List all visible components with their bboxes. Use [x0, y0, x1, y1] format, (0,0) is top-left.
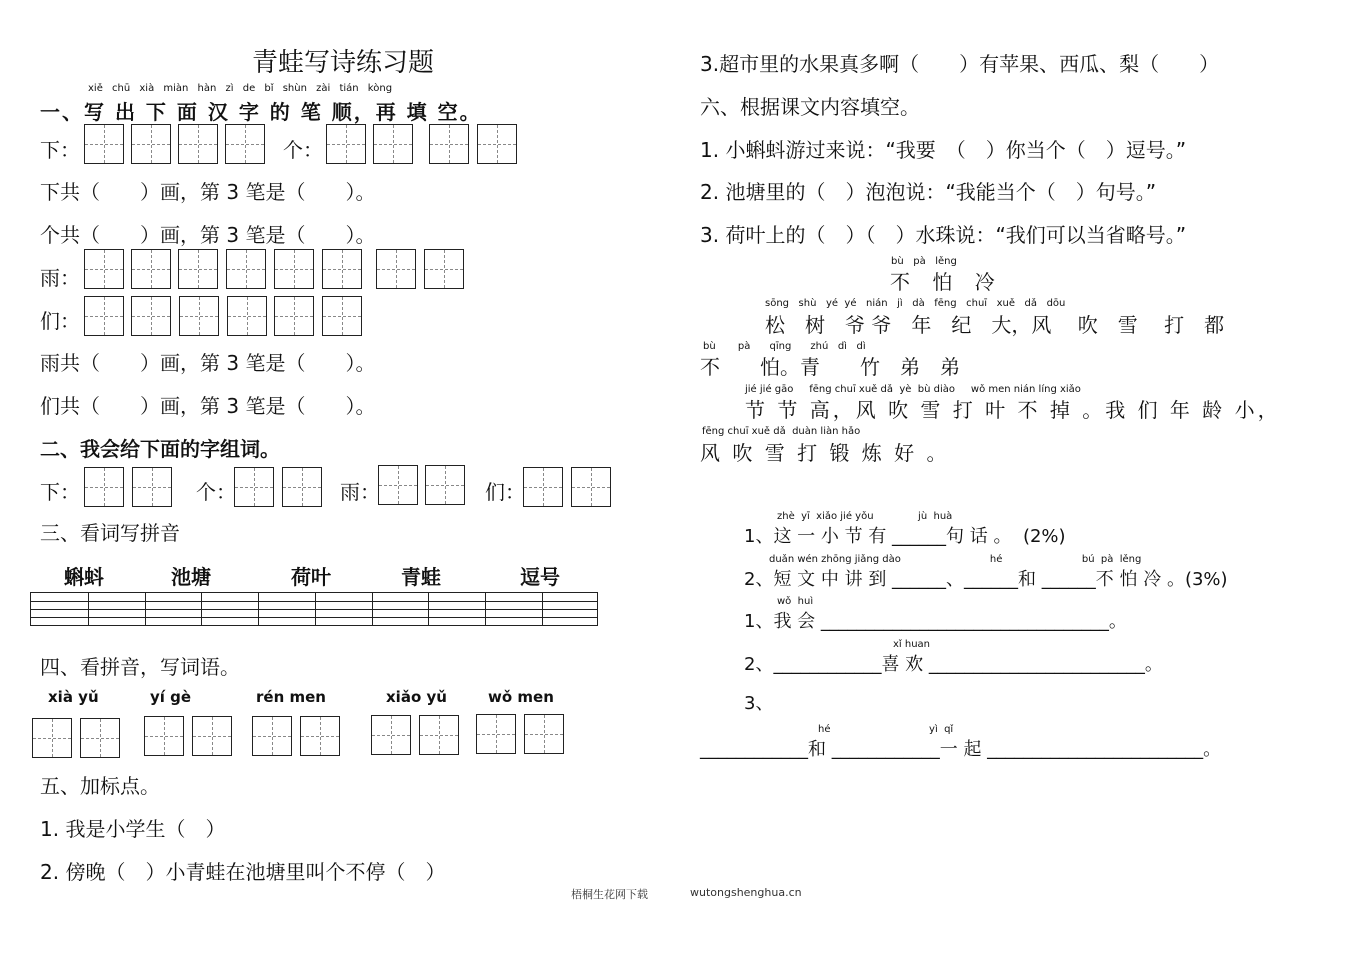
ge-label: 个： — [283, 138, 323, 162]
writing-box[interactable] — [477, 124, 517, 164]
writing-box[interactable] — [192, 716, 232, 756]
men-label: 们： — [40, 309, 80, 333]
section-1-heading: 一、写 出 下 面 汉 字 的 笔 顺，再 填 空。 — [40, 100, 482, 124]
writing-box[interactable] — [84, 249, 124, 289]
poem-line-4-pinyin: fēng chuī xuě dǎ duàn liàn hǎo — [702, 426, 861, 437]
s4-pinyin: xià yǔ — [48, 688, 99, 706]
writing-box[interactable] — [132, 467, 172, 507]
writing-box[interactable] — [84, 296, 124, 336]
yu-question: 雨共（ ）画，第 3 笔是（ ）。 — [40, 351, 376, 375]
section-6-heading: 六、根据课文内容填空。 — [700, 95, 920, 119]
writing-box[interactable] — [178, 249, 218, 289]
s5-question-3: 3.超市里的水果真多啊（ ）有苹果、西瓜、梨（ ） — [700, 52, 1220, 76]
s3-word: 荷叶 — [291, 565, 331, 589]
writing-box[interactable] — [32, 718, 72, 758]
s6-question-1: 1. 小蝌蚪游过来说：“我要 （ ）你当个（ ）逗号。” — [700, 138, 1187, 162]
section-5-heading: 五、加标点。 — [40, 774, 160, 798]
writing-box[interactable] — [84, 467, 124, 507]
writing-box[interactable] — [282, 467, 322, 507]
footer-site-url[interactable]: wutongshenghua.cn — [690, 886, 802, 899]
writing-box[interactable] — [226, 249, 266, 289]
writing-box[interactable] — [131, 249, 171, 289]
yu-label: 雨： — [40, 266, 80, 290]
writing-box[interactable] — [274, 296, 314, 336]
writing-box[interactable] — [252, 716, 292, 756]
s3-word: 逗号 — [520, 565, 560, 589]
write-1-pinyin: wǒ huì — [777, 596, 814, 607]
writing-box[interactable] — [234, 467, 274, 507]
s3-word: 池塘 — [171, 565, 211, 589]
poem-line-1: 松 树 爷 爷 年 纪 大，风 吹 雪 打 都 — [765, 313, 1225, 337]
poem-line-2: 不 怕。青 竹 弟 弟 — [700, 355, 960, 379]
section-4-heading: 四、看拼音，写词语。 — [40, 655, 240, 679]
poem-line-3: 节 节 高，风 吹 雪 打 叶 不 掉 。我 们 年 龄 小， — [745, 398, 1281, 422]
writing-box[interactable] — [371, 715, 411, 755]
poem-line-3-pinyin: jié jié gāo fēng chuī xuě dǎ yè bù diào wǒ men nián líng xiǎo — [745, 384, 1081, 395]
writing-box[interactable] — [322, 296, 362, 336]
s2-label: 下： — [40, 480, 80, 504]
s2-label: 们： — [485, 480, 525, 504]
writing-box[interactable] — [178, 124, 218, 164]
page-title: 青蛙写诗练习题 — [252, 48, 435, 78]
writing-box[interactable] — [425, 465, 465, 505]
s5-question-2: 2. 傍晚（ ）小青蛙在池塘里叫个不停（ ） — [40, 860, 446, 884]
write-sentence-3-number: 3、 — [744, 693, 774, 714]
writing-box[interactable] — [227, 296, 267, 336]
writing-box[interactable] — [300, 716, 340, 756]
poem-title-pinyin: bù pà lěng — [891, 256, 957, 267]
poem-line-2-pinyin: bù pà qīng zhú dì dì — [703, 341, 866, 352]
men-question: 们共（ ）画，第 3 笔是（ ）。 — [40, 394, 376, 418]
exercise-2: 2、短 文 中 讲 到 ______、______和 ______不 怕 冷 。(3%) — [744, 569, 1228, 590]
footer-site-name: 梧桐生花网下载 — [571, 888, 648, 901]
writing-box[interactable] — [429, 124, 469, 164]
s1-pinyin: xiě chū xià miàn hàn zì de bǐ shùn zài tián kòng — [88, 83, 393, 94]
writing-box[interactable] — [378, 465, 418, 505]
write-sentence-1: 1、我 会 ________________________________。 — [744, 611, 1127, 632]
poem-line-1-pinyin: sōng shù yé yé nián jì dà fēng chuī xuě dǎ dōu — [765, 298, 1066, 309]
writing-box[interactable] — [274, 249, 314, 289]
xia-label: 下： — [40, 138, 80, 162]
s3-word: 蝌蚪 — [64, 565, 104, 589]
section-3-heading: 三、看词写拼音 — [40, 521, 180, 545]
writing-box[interactable] — [322, 249, 362, 289]
writing-box[interactable] — [571, 467, 611, 507]
writing-box[interactable] — [131, 124, 171, 164]
writing-box[interactable] — [424, 249, 464, 289]
poem-line-4: 风 吹 雪 打 锻 炼 好 。 — [700, 441, 950, 465]
s4-pinyin: yí gè — [150, 688, 192, 706]
writing-box[interactable] — [80, 718, 120, 758]
s4-pinyin: xiǎo yǔ — [386, 688, 447, 706]
s6-question-2: 2. 池塘里的（ ）泡泡说：“我能当个（ ）句号。” — [700, 180, 1157, 204]
writing-box[interactable] — [179, 296, 219, 336]
write-sentence-2: 2、____________喜 欢 ________________________。 — [744, 654, 1163, 675]
s5-question-1: 1. 我是小学生（ ） — [40, 817, 226, 841]
writing-box[interactable] — [523, 467, 563, 507]
write-4-pinyin: hé yì qǐ — [818, 724, 954, 735]
writing-box[interactable] — [524, 714, 564, 754]
writing-box[interactable] — [419, 715, 459, 755]
writing-box[interactable] — [225, 124, 265, 164]
exercise-2-pinyin: duǎn wén zhōng jiǎng dào hé bú pà lěng — [769, 554, 1142, 565]
s6-question-3: 3. 荷叶上的（ ）（ ）水珠说：“我们可以当省略号。” — [700, 223, 1187, 247]
poem-title: 不 怕 冷 — [890, 270, 1003, 294]
s3-word: 青蛙 — [401, 565, 441, 589]
writing-box[interactable] — [144, 716, 184, 756]
s2-label: 雨： — [340, 480, 380, 504]
s4-pinyin: wǒ men — [488, 688, 554, 706]
writing-box[interactable] — [373, 124, 413, 164]
xia-question: 下共（ ）画，第 3 笔是（ ）。 — [40, 180, 376, 204]
exercise-1-pinyin: zhè yī xiǎo jié yǒu jù huà — [777, 511, 953, 522]
writing-box[interactable] — [376, 249, 416, 289]
writing-box[interactable] — [84, 124, 124, 164]
s2-label: 个： — [196, 480, 236, 504]
exercise-1: 1、这 一 小 节 有 ______句 话 。 (2%) — [744, 526, 1066, 547]
section-2-heading: 二、我会给下面的字组词。 — [40, 437, 280, 461]
writing-box[interactable] — [131, 296, 171, 336]
pinyin-writing-lines[interactable] — [30, 592, 598, 626]
ge-question: 个共（ ）画，第 3 笔是（ ）。 — [40, 223, 376, 247]
s4-pinyin: rén men — [256, 688, 326, 706]
writing-box[interactable] — [326, 124, 366, 164]
write-2-pinyin: xǐ huan — [893, 639, 931, 650]
writing-box[interactable] — [476, 714, 516, 754]
write-sentence-3: ____________和 ____________一 起 ________________________。 — [700, 739, 1222, 760]
